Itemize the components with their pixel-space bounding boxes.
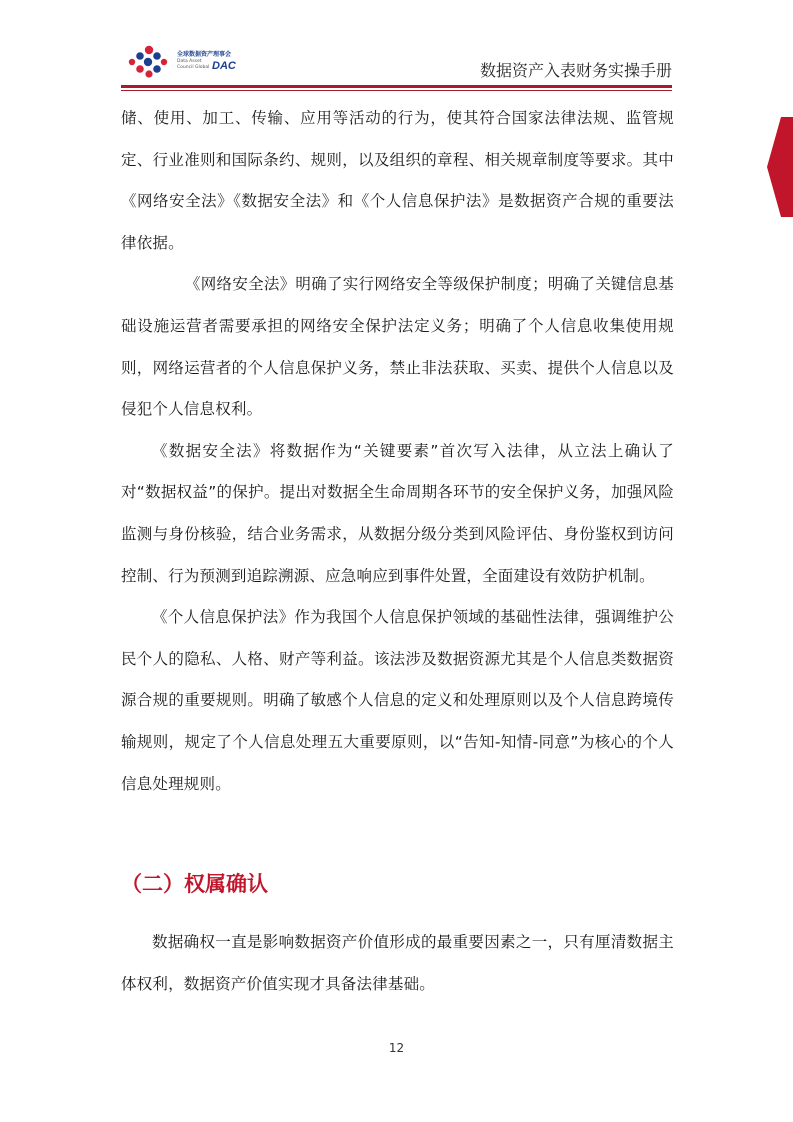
logo-en-line1: Data Asset <box>177 59 202 64</box>
body-text <box>121 98 674 805</box>
header-rule-thin <box>121 90 672 91</box>
section-heading: （二）权属确认 <box>121 872 268 896</box>
dac-logo-dots-icon <box>126 44 174 78</box>
manual-title: 数据资产入表财务实操手册 <box>479 61 672 80</box>
page-header <box>0 0 793 100</box>
logo-dac-text: DAC <box>212 60 236 72</box>
logo-en-line2: Council Global <box>177 65 210 70</box>
section-body <box>121 922 674 1005</box>
logo-cn-text: 全球数据资产理事会 <box>177 51 232 58</box>
paragraph-ownership: 数据确权一直是影响数据资产价值形成的最重要因素之一，只有厘清数据主体权利，数据资产价值实现才具备法律基础。 <box>121 933 674 993</box>
page-number: 12 <box>388 1041 405 1055</box>
side-tab-marker-icon <box>767 117 793 217</box>
paragraph-pipl: 《个人信息保护法》作为我国个人信息保护领域的基础性法律，强调维护公民个人的隐私、人格、财产等利益。该法涉及数据资源尤其是个人信息类数据资源合规的重要规则。明确了敏感个人信息的定义和处理原则以及个人信息跨境传输规则，规定了个人信息处理五大重要原则，以“告知-知情-同意”为核心的个人信息处理规则。 <box>121 608 674 793</box>
dac-logo <box>126 44 256 80</box>
paragraph-cybersecurity-law: 《网络安全法》明确了实行网络安全等级保护制度；明确了关键信息基础设施运营者需要承担的网络安全保护法定义务；明确了个人信息收集使用规则，网络运营者的个人信息保护义务，禁止非法获取、买卖、提供个人信息以及侵犯个人信息权利。 <box>121 275 674 419</box>
paragraph-data-security-law: 《数据安全法》将数据作为“关键要素”首次写入法律，从立法上确认了对“数据权益”的保护。提出对数据全生命周期各环节的安全保护义务，加强风险监测与身份核验，结合业务需求，从数据分级分类到风险评估、身份鉴权到访问控制、行为预测到追踪溯源、应急响应到事件处置，全面建设有效防护机制。 <box>121 441 674 585</box>
header-rule-thick <box>121 85 672 88</box>
paragraph-compliance-intro: 储、使用、加工、传输、应用等活动的行为，使其符合国家法律法规、监管规定、行业准则和国际条约、规则，以及组织的章程、相关规章制度等要求。其中《网络安全法》《数据安全法》和《个人信息保护法》是数据资产合规的重要法律依据。 <box>121 109 674 252</box>
